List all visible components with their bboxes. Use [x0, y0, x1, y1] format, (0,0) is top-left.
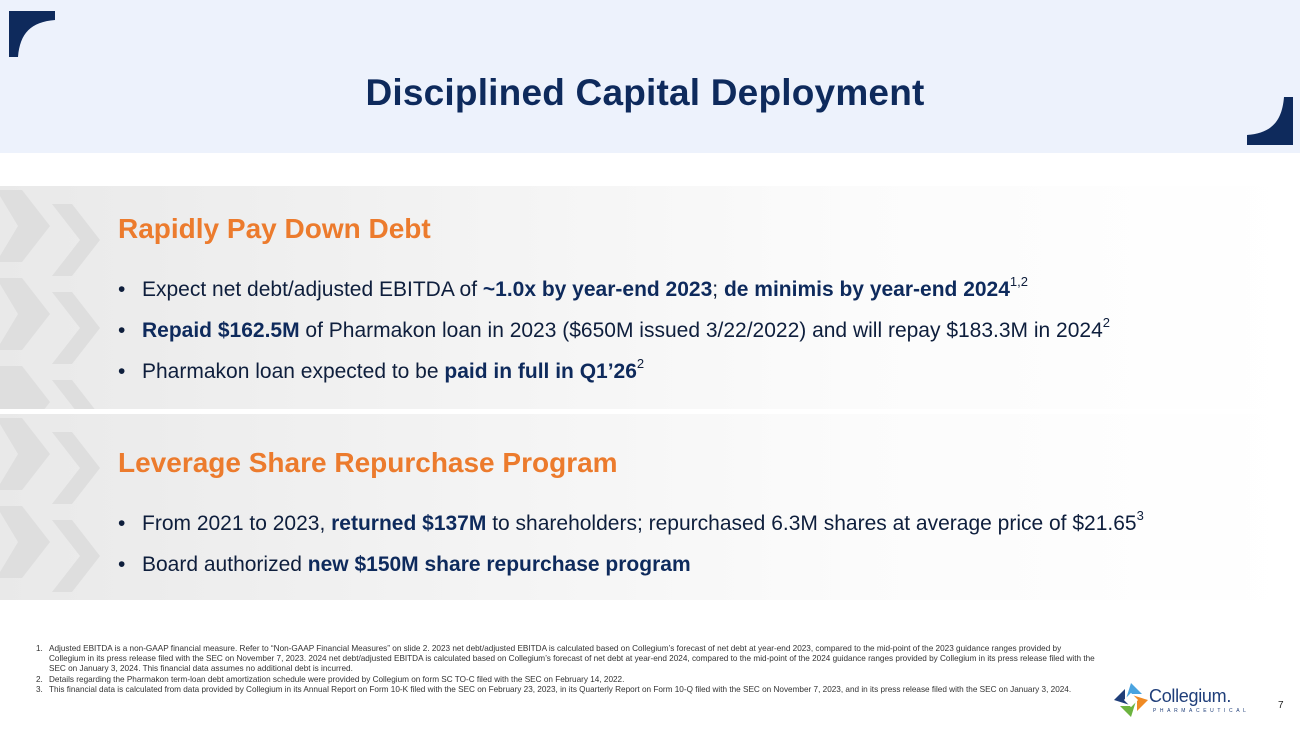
repurchase-bullet-list: [118, 510, 1144, 592]
bullet-text: of Pharmakon loan in 2023 ($650M issued 3/22/2022) and will repay $183.3M in 2024: [299, 319, 1103, 342]
bullet-text: to shareholders; repurchased 6.3M shares at average price of $21.65: [486, 512, 1137, 535]
list-item: [118, 358, 1110, 399]
collegium-logo-mark-icon: [1113, 682, 1149, 718]
page-number: 7: [1278, 700, 1284, 711]
company-logo: [1113, 682, 1250, 718]
list-item: [118, 551, 1144, 592]
footnote-text: Details regarding the Pharmakon term-loan debt amortization schedule were provided by Collegium on form SC TO-C filed with the SEC on February 14, 2022.: [49, 674, 625, 684]
bullet-dot: •: [118, 512, 126, 535]
footnote-ref: 2: [636, 356, 645, 371]
chevron-pattern-icon: [0, 186, 110, 409]
footnote-number: 1.: [36, 644, 43, 653]
bullet-bold-text: Repaid $162.5M: [142, 319, 300, 342]
footnote-ref: 3: [1136, 508, 1144, 523]
list-item: [118, 510, 1144, 551]
list-item: [118, 276, 1110, 317]
bullet-dot: •: [118, 278, 126, 301]
bullet-dot: •: [118, 360, 126, 383]
section-title-repurchase: Leverage Share Repurchase Program: [118, 447, 618, 478]
bullet-dot: •: [118, 319, 126, 342]
footnote-number: 2.: [36, 674, 43, 684]
footnote-item: [36, 685, 1096, 695]
corner-bracket-top-left-icon: [9, 11, 55, 57]
section-title-debt: Rapidly Pay Down Debt: [118, 213, 431, 244]
bullet-text: Pharmakon loan expected to be: [142, 360, 445, 383]
footnote-ref: 2: [1102, 315, 1111, 330]
logo-tagline: PHARMACEUTICAL: [1153, 708, 1250, 714]
footnote-text: This financial data is calculated from data provided by Collegium in its Annual Report on Form 10-K filed with the SEC on February 23, 2023, in its Quarterly Report on Form 10-Q filed with the SEC on November 7, 2023, and in its press release filed with the SEC on January 3, 2024.: [49, 684, 1072, 694]
bullet-text: Board authorized: [142, 553, 308, 576]
corner-bracket-bottom-right-icon: [1247, 97, 1293, 145]
bullet-bold-text: new $150M share repurchase program: [307, 553, 691, 576]
footnote-item: [36, 675, 1096, 685]
footnote-text: Adjusted EBITDA is a non-GAAP financial measure. Refer to “Non-GAAP Financial Measures” on slide 2. 2023 net debt/adjusted EBITDA is calculated based on Collegium’s forecast of net debt at year-end 2023, compared to the mid-point of the 2023 guidance ranges provided by Collegium in its press release filed with the SEC on November 7, 2023. 2024 net debt/adjusted EBITDA is calculated based on Collegium’s forecast of net debt at year-end 2024, compared to the mid-point of the 2024 guidance ranges provided by Collegium in its press release filed with the SEC on January 3, 2024. This financial data assumes no additional debt is incurred.: [49, 644, 1095, 674]
footnote-item: [36, 644, 1096, 675]
bullet-text: Expect net debt/adjusted EBITDA of: [142, 278, 483, 301]
bullet-text: ;: [712, 278, 724, 301]
list-item: [118, 317, 1110, 358]
debt-bullet-list: [118, 276, 1110, 399]
bullet-bold-text: ~1.0x by year-end 2023: [482, 278, 713, 301]
header-band: [0, 0, 1300, 153]
bullet-dot: •: [118, 553, 126, 576]
slide-title: Disciplined Capital Deployment: [365, 72, 925, 113]
footnote-number: 3.: [36, 684, 43, 694]
bullet-text: From 2021 to 2023,: [142, 512, 332, 535]
bullet-bold-text: paid in full in Q1’26: [444, 360, 637, 383]
footnotes: [36, 644, 1096, 695]
footnote-ref: 1,2: [1009, 274, 1028, 289]
logo-wordmark: Collegium.: [1149, 686, 1232, 706]
chevron-pattern-icon: [0, 414, 110, 600]
bullet-bold-text: de minimis by year-end 2024: [723, 278, 1010, 301]
bullet-bold-text: returned $137M: [331, 512, 487, 535]
